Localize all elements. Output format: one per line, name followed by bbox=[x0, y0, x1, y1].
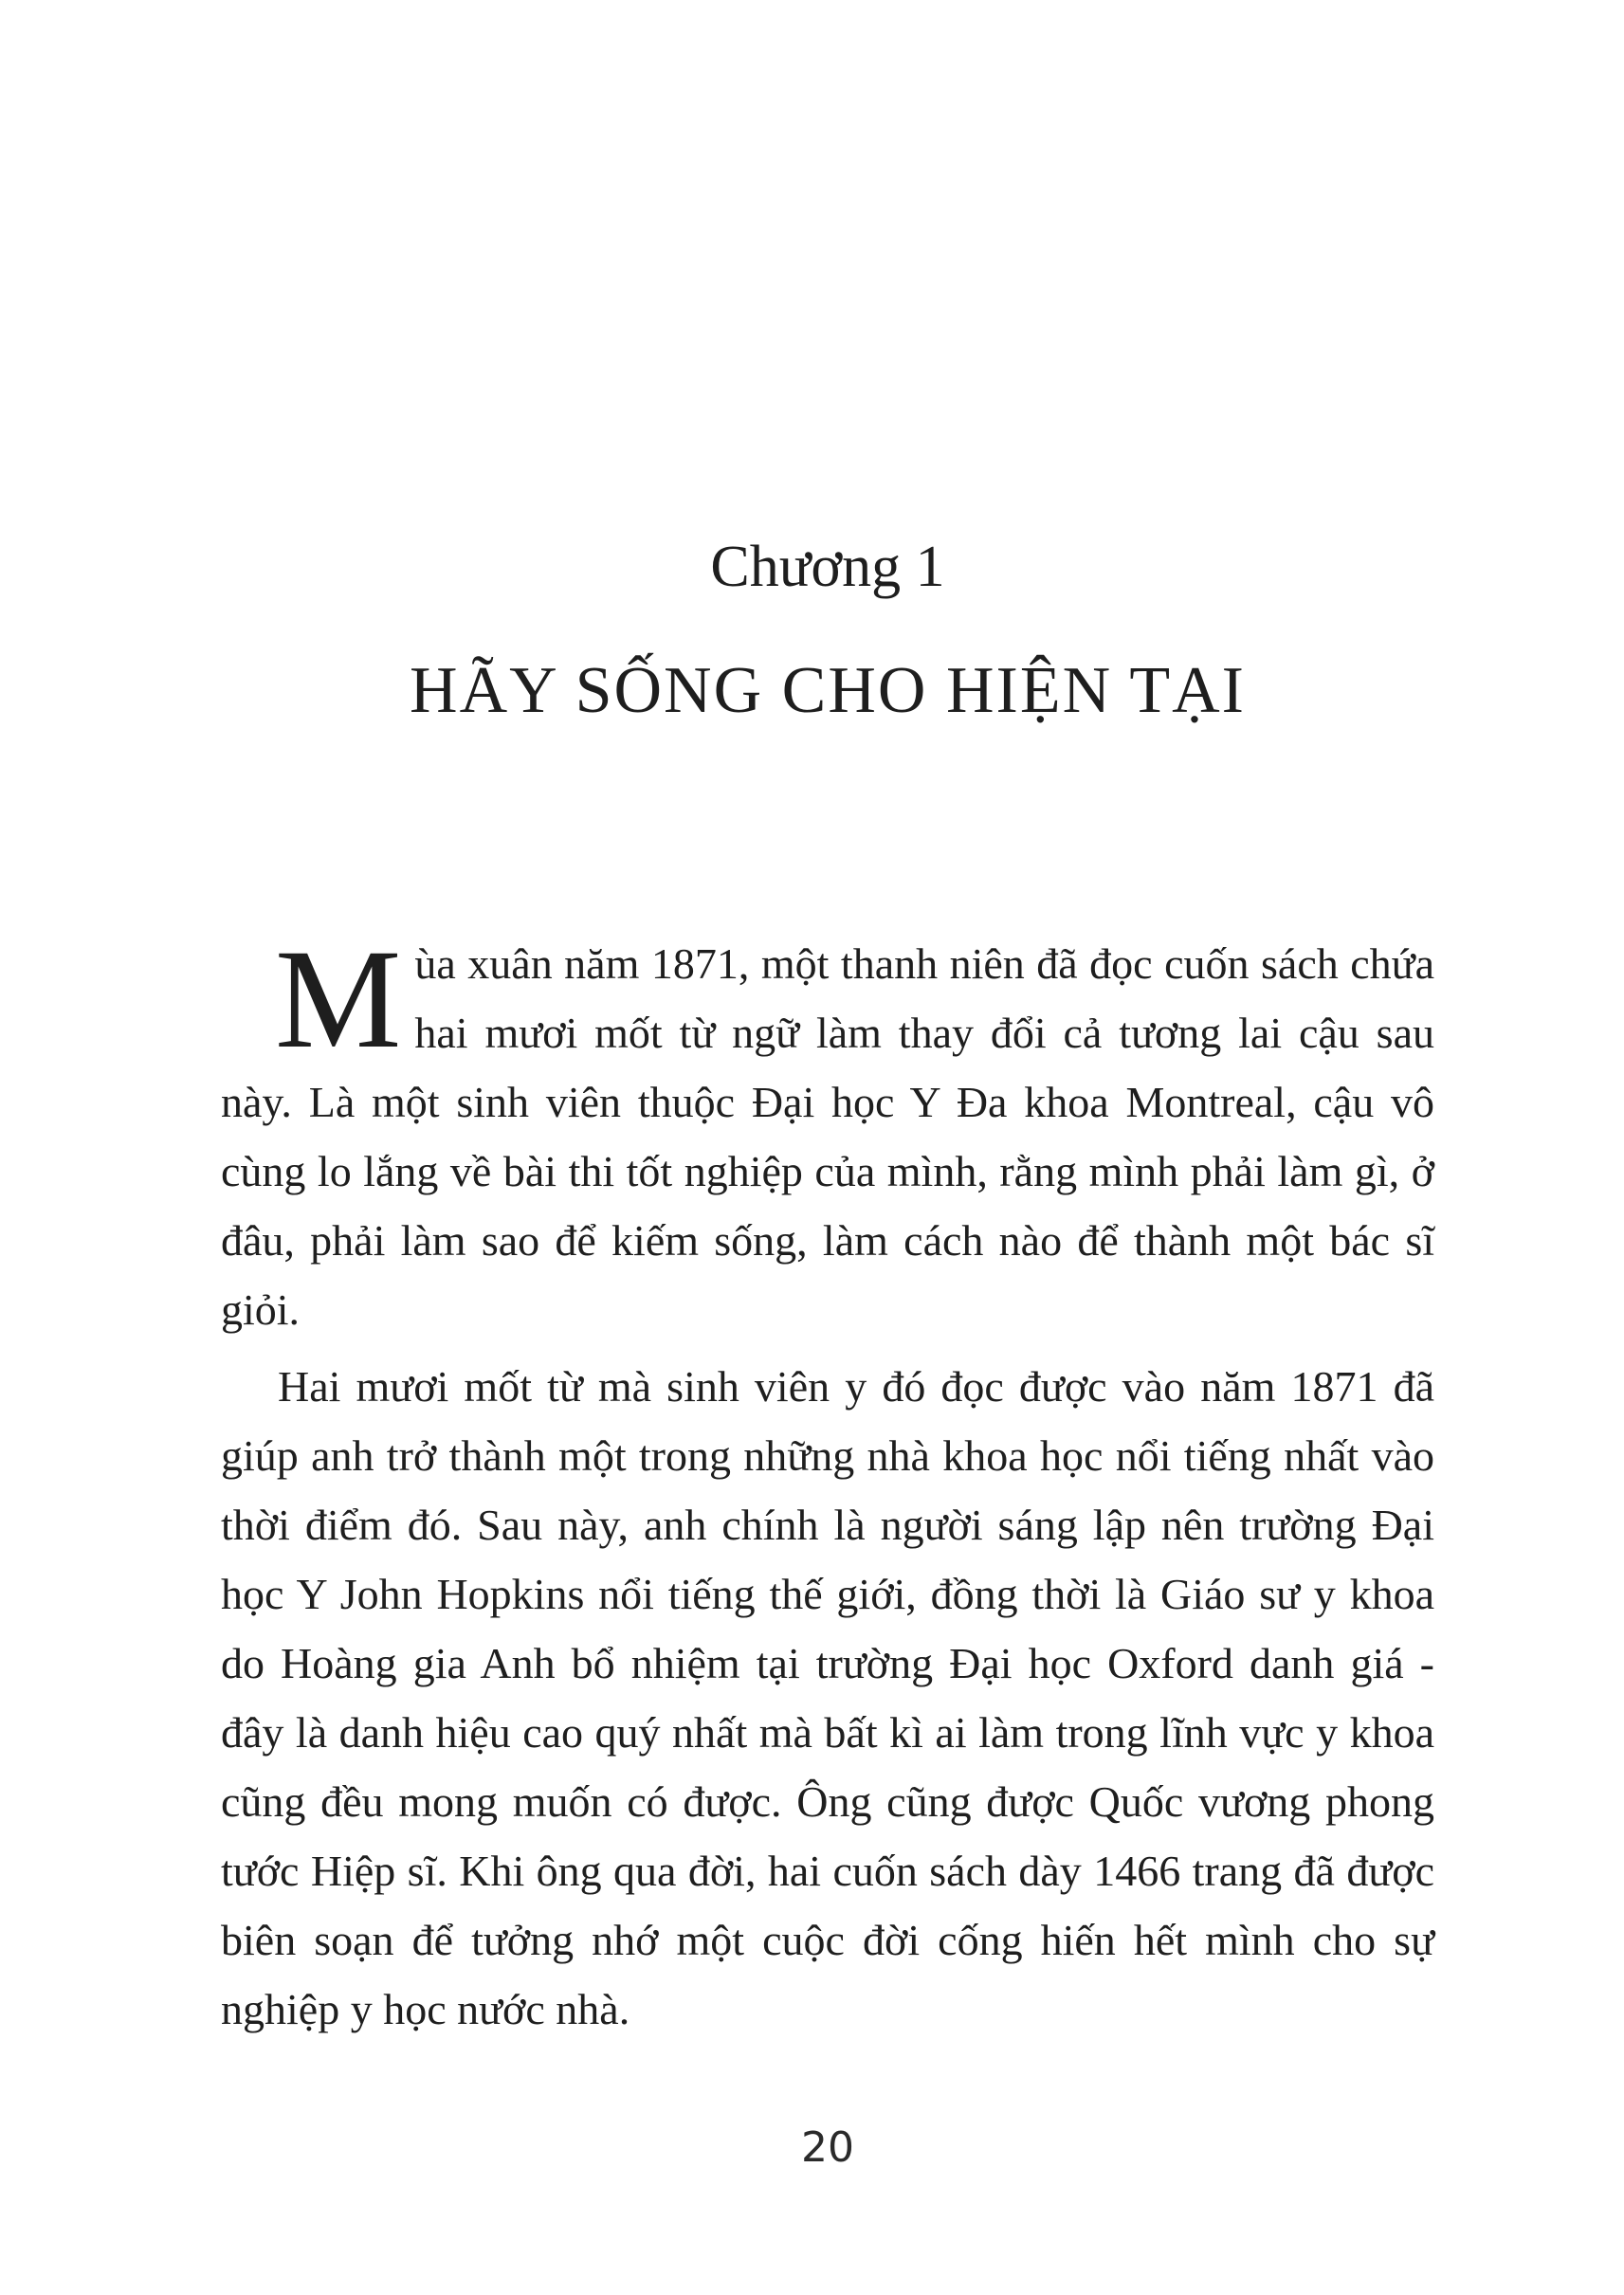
page-footer bbox=[221, 2123, 1434, 2173]
paragraph-1 bbox=[221, 920, 1434, 1344]
drop-cap: M bbox=[275, 920, 402, 1078]
chapter-title: HÃY SỐNG CHO HIỆN TẠI bbox=[410, 654, 1246, 727]
book-page-content bbox=[221, 0, 1434, 2051]
paragraph-1-text: ùa xuân năm 1871, một thanh niên đã đọc cuốn sách chứa hai mươi mốt từ ngữ làm thay đổi cả tương lai cậu sau này. Là một sinh viên thuộc Đại học Y Đa khoa Montreal, cậu vô cùng lo lắng về bài thi tốt nghiệp của mình, rằng mình phải làm gì, ở đâu, phải làm sao để kiếm sống, làm cách nào để thành một bác sĩ giỏi. bbox=[221, 939, 1434, 1334]
paragraph-2 bbox=[221, 1352, 1434, 2044]
chapter-label: Chương 1 bbox=[710, 535, 945, 599]
body-text bbox=[221, 920, 1434, 2044]
chapter-header bbox=[221, 0, 1434, 736]
page-number: 20 bbox=[801, 2123, 854, 2172]
paragraph-2-text: Hai mươi mốt từ mà sinh viên y đó đọc được vào năm 1871 đã giúp anh trở thành một trong những nhà khoa học nổi tiếng nhất vào thời điểm đó. Sau này, anh chính là người sáng lập nên trường Đại học Y John Hopkins nổi tiếng thế giới, đồng thời là Giáo sư y khoa do Hoàng gia Anh bổ nhiệm tại trường Đại học Oxford danh giá - đây là danh hiệu cao quý nhất mà bất kì ai làm trong lĩnh vực y khoa cũng đều mong muốn có được. Ông cũng được Quốc vương phong tước Hiệp sĩ. Khi ông qua đời, hai cuốn sách dày 1466 trang đã được biên soạn để tưởng nhớ một cuộc đời cống hiến hết mình cho sự nghiệp y học nước nhà. bbox=[221, 1362, 1434, 2033]
